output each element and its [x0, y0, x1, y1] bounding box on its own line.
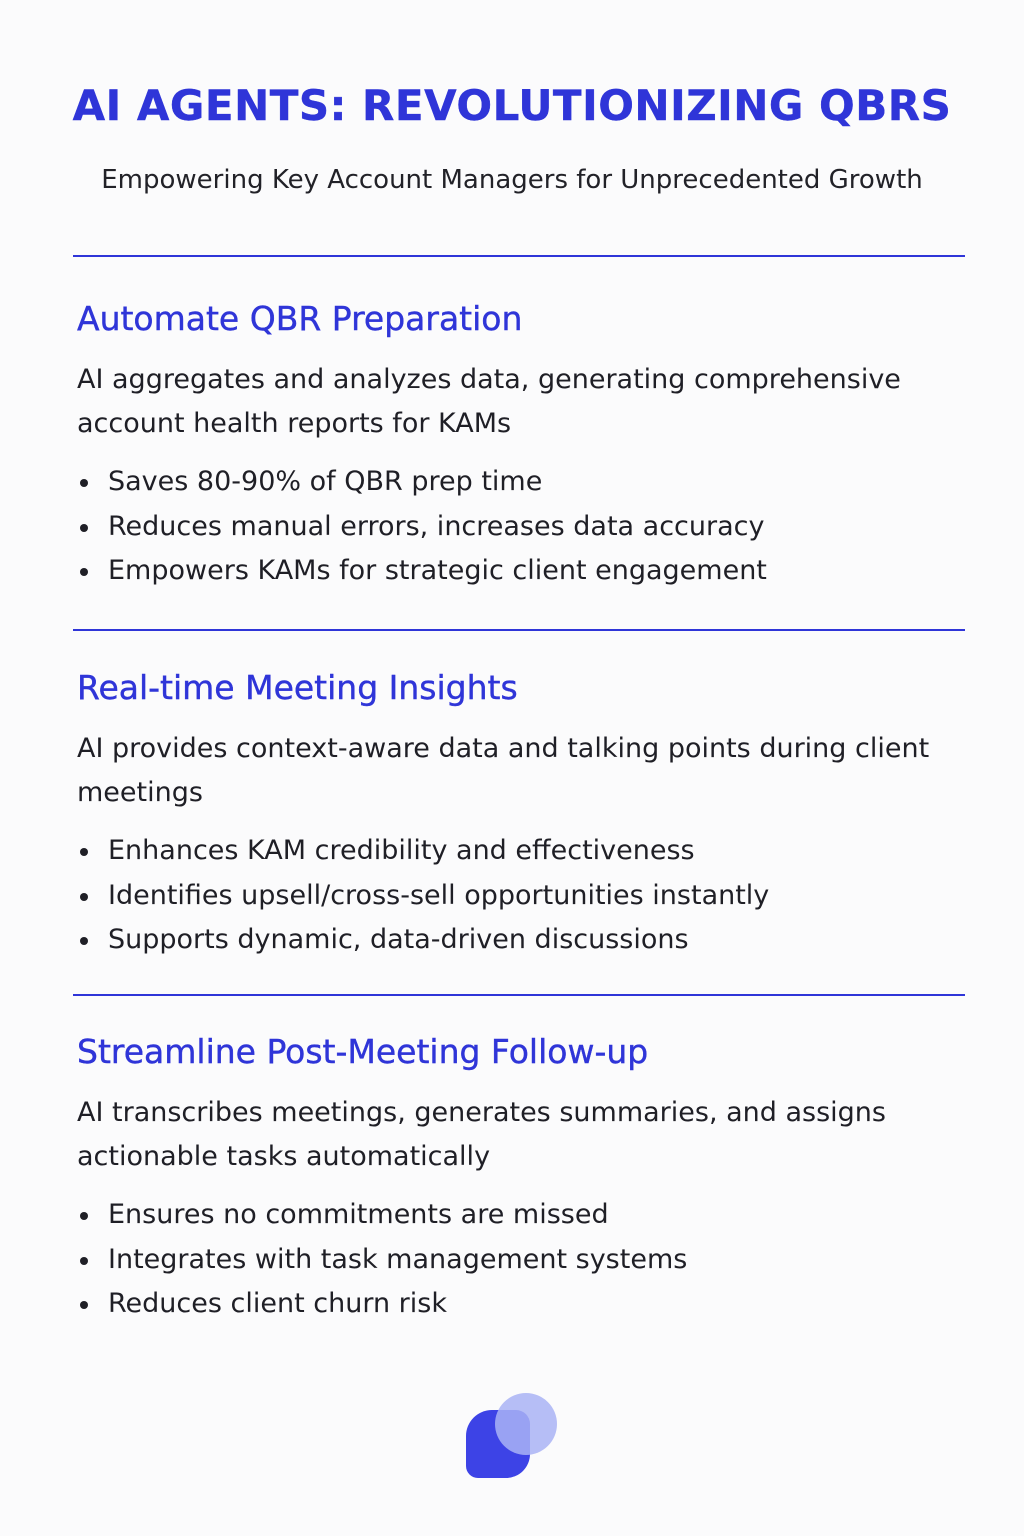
page-subtitle: Empowering Key Account Managers for Unprecedented Growth	[101, 165, 923, 195]
list-item	[77, 1282, 957, 1327]
page-title: AI AGENTS: REVOLUTIONIZING QBRS	[72, 81, 952, 130]
section-real-time-meeting-insights	[77, 665, 957, 963]
list-item	[77, 1238, 957, 1283]
bullet-icon	[80, 1257, 88, 1265]
brand-logo-icon	[464, 1392, 560, 1488]
list-item-text: Ensures no commitments are missed	[108, 1199, 609, 1230]
section-heading: Real-time Meeting Insights	[77, 668, 518, 707]
list-item	[77, 829, 957, 874]
list-item-text: Identifies upsell/cross-sell opportunities instantly	[108, 879, 770, 911]
section-heading: Automate QBR Preparation	[77, 299, 523, 338]
list-item	[77, 1193, 957, 1238]
list-item	[77, 505, 957, 550]
benefit-list	[77, 829, 957, 963]
section-heading: Streamline Post-Meeting Follow-up	[77, 1032, 649, 1071]
divider	[73, 994, 965, 996]
bullet-icon	[80, 1301, 88, 1309]
list-item-text: Enhances KAM credibility and effectiveness	[108, 835, 695, 866]
divider	[73, 629, 965, 631]
bullet-icon	[80, 524, 88, 532]
divider	[73, 255, 965, 257]
section-description: AI transcribes meetings, generates summaries, and assigns actionable tasks automatically	[77, 1097, 886, 1172]
list-item	[77, 874, 957, 919]
section-streamline-post-meeting-follow-up	[77, 1029, 957, 1327]
bullet-icon	[80, 937, 88, 945]
list-item-text: Saves 80-90% of QBR prep time	[108, 466, 543, 497]
bullet-icon	[80, 1212, 88, 1220]
bullet-icon	[80, 568, 88, 576]
bullet-icon	[80, 893, 88, 901]
benefit-list	[77, 1193, 957, 1327]
bullet-icon	[80, 479, 88, 487]
list-item	[77, 549, 957, 594]
section-description: AI aggregates and analyzes data, generating comprehensive account health reports for KAMs	[77, 364, 901, 439]
list-item-text: Integrates with task management systems	[108, 1243, 688, 1275]
list-item	[77, 460, 957, 505]
list-item-text: Reduces client churn risk	[108, 1288, 447, 1319]
list-item-text: Supports dynamic, data-driven discussions	[108, 924, 689, 955]
bullet-icon	[80, 848, 88, 856]
list-item	[77, 918, 957, 963]
section-automate-qbr-preparation	[77, 296, 957, 594]
benefit-list	[77, 460, 957, 594]
list-item-text: Reduces manual errors, increases data accuracy	[108, 510, 765, 542]
list-item-text: Empowers KAMs for strategic client engagement	[108, 555, 767, 586]
section-description: AI provides context-aware data and talking points during client meetings	[77, 733, 930, 808]
